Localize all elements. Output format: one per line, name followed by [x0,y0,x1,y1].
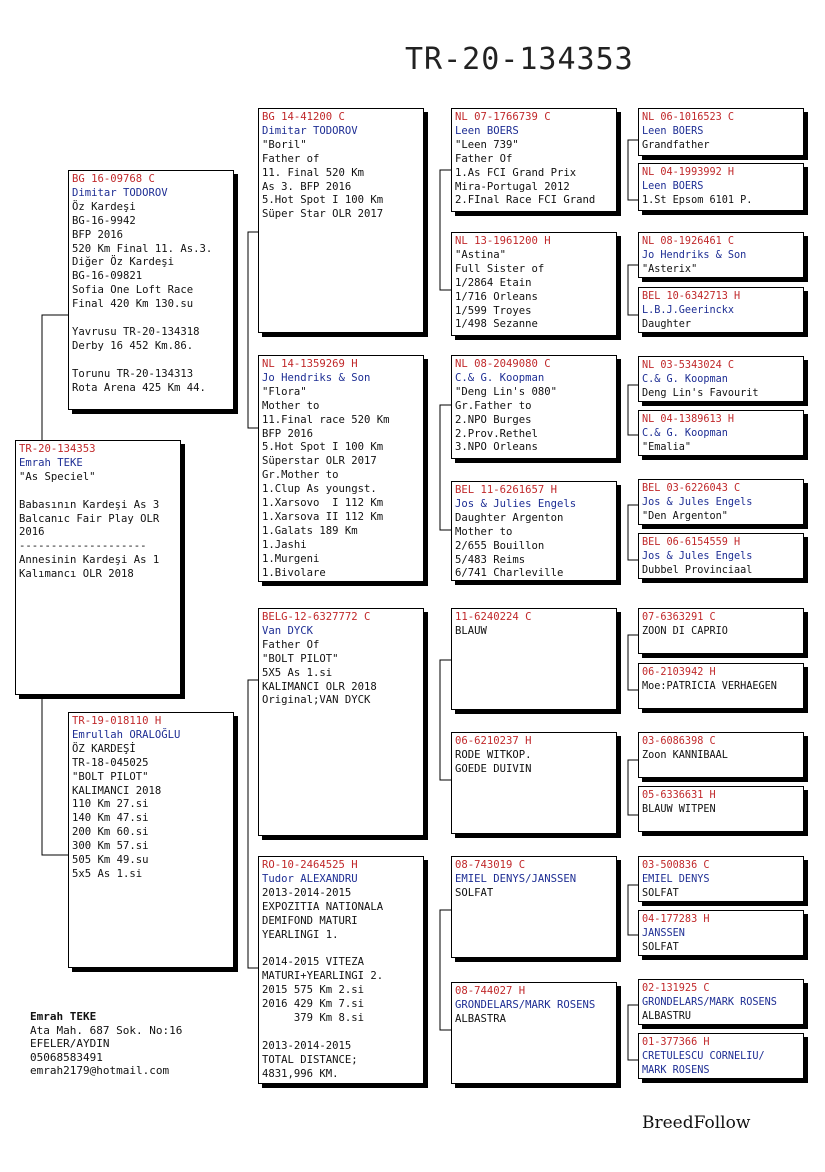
sd-line: Gr.Mother to [262,469,339,482]
ddd-line: 08-744027 H [455,985,526,997]
g9-line: 07-6363291 C [642,612,716,623]
g4-line: BEL 10-6342713 H [642,291,741,302]
gen5-box-5[interactable] [638,356,804,402]
sss-line: Mira-Portugal 2012 [455,180,570,193]
dam-dam-dam-box[interactable] [451,982,617,1084]
subject-line: Balcanıc Fair Play OLR [19,512,160,525]
ds-line: 5X5 As 1.si [262,666,333,679]
gen5-box-10[interactable] [638,663,804,709]
owner-line: EFELER/AYDIN [30,1037,110,1050]
sire-line [72,354,230,368]
g5-line: Deng Lin's Favourit [642,387,759,399]
dam-line: 110 Km 27.si [72,798,149,811]
sss-line: 2.FInal Race FCI Grand [455,194,596,207]
gen5-box-4[interactable] [638,287,804,333]
sd-line: 11.Final race 520 Km [262,413,390,426]
g13-line: SOLFAT [642,887,679,899]
sdd-line: Jos & Julies Engels [455,497,577,510]
g3-line: "Asterix" [642,263,698,275]
sire-line: BG-16-9942 [72,214,136,227]
ssd-line: 1/2864 Etain [455,276,532,289]
ssd-line: 1/498 Sezanne [455,318,538,331]
sdd-line: BEL 11-6261657 H [455,484,558,496]
gen5-box-9[interactable] [638,608,804,654]
gen5-box-15[interactable] [638,979,804,1025]
g13-line: 03-500836 C [642,860,710,871]
sd-line: 1.Galats 189 Km [262,524,358,537]
g14-line: 04-177283 H [642,914,710,925]
ssd-line: "Astina" [455,248,507,261]
sds-line: C.& G. Koopman [455,371,545,384]
sire-line: BG-16-09821 [72,270,143,283]
gen5-box-2[interactable] [638,163,804,211]
ss-line: Süper Star OLR 2017 [262,208,384,221]
subject-line: TR-20-134353 [19,443,96,455]
sire-line: Sofia One Loft Race [72,284,194,297]
subject-line [19,485,177,499]
sire-line: Rota Arena 425 Km 44. [72,381,206,394]
sds-line: 3.NPO Orleans [455,441,538,454]
sd-line: Süperstar OLR 2017 [262,455,377,468]
g6-line: C.& G. Koopman [642,427,728,439]
dds-line: 08-743019 C [455,859,526,871]
dss-line: BLAUW [455,624,487,637]
g7-line: BEL 03-6226043 C [642,483,741,494]
owner-line: Ata Mah. 687 Sok. No:16 [30,1023,183,1037]
ssd-line: 1/599 Troyes [455,304,532,317]
dsd-line: 06-6210237 H [455,735,532,747]
sire-box[interactable] [68,170,234,410]
sd-line: 1.Xarsovo I 112 Km [262,497,384,510]
dam-dam-box[interactable] [258,856,424,1084]
subject-pigeon-box[interactable] [15,440,181,695]
dam-line: TR-19-018110 H [72,715,162,727]
sire-sire-sire-box[interactable] [451,108,617,212]
owner-line: emrah2179@hotmail.com [30,1064,170,1077]
g9-line: ZOON DI CAPRIO [642,625,728,637]
dam-box[interactable] [68,712,234,968]
sdd-line: 2/655 Bouillon [455,539,545,552]
gen5-box-12[interactable] [638,786,804,832]
brand-label: BreedFollow [642,1113,751,1133]
sss-line: Leen BOERS [455,124,519,137]
sire-sire-box[interactable] [258,108,424,333]
dss-line: 11-6240224 C [455,611,532,623]
dd-line: 2013-2014-2015 [262,886,352,899]
dam-line: "BOLT PILOT" [72,770,149,783]
sd-line: NL 14-1359269 H [262,358,358,370]
sss-line: 1.As FCI Grand Prix [455,166,577,179]
g11-line: 03-6086398 C [642,736,716,747]
sd-line: Mother to [262,399,320,412]
gen5-box-1[interactable] [638,108,804,156]
gen5-box-8[interactable] [638,533,804,579]
g6-line: "Emalia" [642,441,692,453]
sdd-line: Daughter Argenton [455,511,564,524]
ss-line: As 3. BFP 2016 [262,180,352,193]
sds-line: NL 08-2049080 C [455,358,551,370]
g13-line: EMIEL DENYS [642,873,710,885]
dd-line: Tudor ALEXANDRU [262,872,358,885]
gen5-box-13[interactable] [638,856,804,902]
sire-line: Final 420 Km 130.su [72,298,194,311]
dd-line: TOTAL DISTANCE; [262,1053,358,1066]
sire-sire-dam-box[interactable] [451,232,617,336]
dds-line: EMIEL DENYS/JANSSEN [455,872,577,885]
g15-line: 02-131925 C [642,983,710,994]
sdd-line: Mother to [455,525,513,538]
gen5-box-3[interactable] [638,232,804,278]
sss-line: NL 07-1766739 C [455,111,551,123]
sire-dam-dam-box[interactable] [451,481,617,581]
dam-line: 200 Km 60.si [72,826,149,839]
dd-line: EXPOZITIA NATIONALA [262,900,384,913]
dam-line: ÖZ KARDEŞİ [72,742,136,755]
g16-line: 01-377366 H [642,1037,710,1048]
ss-line: 5.Hot Spot I 100 Km [262,194,384,207]
subject-line: 2016 [19,526,45,539]
sire-line: Diğer Öz Kardeşi [72,256,175,269]
dam-sire-box[interactable] [258,608,424,836]
ds-line: "BOLT PILOT" [262,652,339,665]
ddd-line: ALBASTRA [455,1012,507,1025]
gen5-box-11[interactable] [638,732,804,778]
dam-sire-sire-box[interactable] [451,608,617,710]
g3-line: Jo Hendriks & Son [642,249,747,261]
ss-line: Dimitar TODOROV [262,124,358,137]
dd-line: 2014-2015 VITEZA [262,956,365,969]
g2-line: NL 04-1993992 H [642,167,735,178]
sire-line: Dimitar TODOROV [72,186,168,199]
dd-line: 379 Km 8.si [262,1011,365,1024]
dd-line: 2016 429 Km 7.si [262,998,365,1011]
dsd-line: GOEDE DUIVIN [455,762,532,775]
subject-line: -------------------- [19,540,147,553]
sire-line: BFP 2016 [72,228,124,241]
sd-line: Jo Hendriks & Son [262,371,371,384]
sire-line: Torunu TR-20-134313 [72,367,194,380]
sds-line: 2.Prov.Rethel [455,427,538,440]
owner-contact-block [30,1010,182,1078]
ds-line: Original;VAN DYCK [262,694,371,707]
g5-line: NL 03-5343024 C [642,360,735,371]
dam-line: 140 Km 47.si [72,812,149,825]
ssd-line: NL 13-1961200 H [455,235,551,247]
g10-line: 06-2103942 H [642,667,716,678]
ssd-line: 1/716 Orleans [455,290,538,303]
sss-line: "Leen 739" [455,138,519,151]
sds-line: 2.NPO Burges [455,413,532,426]
g2-line: Leen BOERS [642,180,704,192]
sdd-line: 5/483 Reims [455,553,526,566]
sd-line: BFP 2016 [262,427,314,440]
gen5-box-6[interactable] [638,410,804,456]
g1-line: Leen BOERS [642,125,704,137]
g7-line: "Den Argenton" [642,510,728,522]
g12-line: BLAUW WITPEN [642,803,716,815]
g2-line: 1.St Epsom 6101 P. [642,194,753,206]
sds-line: "Deng Lin's 080" [455,385,558,398]
g14-line: SOLFAT [642,941,679,953]
ss-line: 11. Final 520 Km [262,166,365,179]
sire-dam-sire-box[interactable] [451,355,617,459]
sire-line: Yavrusu TR-20-134318 [72,325,200,338]
dsd-line: RODE WITKOP. [455,748,532,761]
dd-line: YEARLINGI 1. [262,928,339,941]
dam-line: 300 Km 57.si [72,840,149,853]
dam-line: TR-18-045025 [72,756,149,769]
sd-line: 1.Murgeni [262,552,320,565]
ssd-line: Full Sister of [455,262,545,275]
ss-line: Father of [262,152,320,165]
sd-line: 5.Hot Spot I 100 Km [262,441,384,454]
ss-line: "Boril" [262,138,307,151]
subject-line: Babasının Kardeşi As 3 [19,498,160,511]
pedigree-title: TR-20-134353 [405,42,634,77]
g8-line: Dubbel Provinciaal [642,564,753,576]
g1-line: NL 06-1016523 C [642,112,735,123]
g15-line: GRONDELARS/MARK ROSENS [642,996,777,1008]
gen5-box-16[interactable] [638,1033,804,1079]
sd-line: 1.Xarsova II 112 Km [262,510,384,523]
g4-line: L.B.J.Geerinckx [642,304,735,316]
dam-line: 5x5 As 1.si [72,867,143,880]
g8-line: BEL 06-6154559 H [642,537,741,548]
sds-line: Gr.Father to [455,399,532,412]
g5-line: C.& G. Koopman [642,373,728,385]
g15-line: ALBASTRU [642,1010,692,1022]
g16-line: MARK ROSENS [642,1064,710,1076]
dd-line: MATURI+YEARLINGI 2. [262,970,384,983]
owner-line: Emrah TEKE [30,1010,97,1023]
ddd-line: GRONDELARS/MARK ROSENS [455,998,596,1011]
dd-line: 2013-2014-2015 [262,1039,352,1052]
sire-line: BG 16-09768 C [72,173,155,185]
ds-line: Van DYCK [262,624,314,637]
sdd-line: 6/741 Charleville [455,567,564,580]
sire-dam-box[interactable] [258,355,424,582]
sd-line: "Flora" [262,385,307,398]
g11-line: Zoon KANNIBAAL [642,749,728,761]
dd-line [262,1026,420,1040]
sire-line: Öz Kardeşi [72,200,136,213]
subject-line: Emrah TEKE [19,456,83,469]
dd-line: DEMIFOND MATURI [262,914,358,927]
gen5-box-7[interactable] [638,479,804,525]
subject-line: Annesinin Kardeşi As 1 [19,554,160,567]
g6-line: NL 04-1389613 H [642,414,735,425]
g14-line: JANSSEN [642,927,685,939]
g1-line: Grandfather [642,139,710,151]
dd-line [262,942,420,956]
dd-line: 4831,996 KM. [262,1067,339,1080]
dam-sire-dam-box[interactable] [451,732,617,834]
g12-line: 05-6336631 H [642,790,716,801]
ss-line: BG 14-41200 C [262,111,345,123]
ds-line: Father Of [262,638,320,651]
owner-line: 05068583491 [30,1050,103,1064]
subject-line: Kalımancı OLR 2018 [19,568,134,581]
g16-line: CRETULESCU CORNELIU/ [642,1050,765,1062]
dam-dam-sire-box[interactable] [451,856,617,958]
dam-line: Emrullah ORALOĞLU [72,728,181,741]
sd-line: 1.Clup As youngst. [262,483,377,496]
gen5-box-14[interactable] [638,910,804,956]
dds-line: SOLFAT [455,886,494,899]
sd-line: 1.Bivolare [262,566,326,579]
sire-line: 520 Km Final 11. As.3. [72,242,213,255]
sd-line: 1.Jashi [262,538,307,551]
ds-line: BELG-12-6327772 C [262,611,371,623]
g7-line: Jos & Jules Engels [642,496,753,508]
sss-line: Father Of [455,152,513,165]
sire-line [72,312,230,326]
dd-line: RO-10-2464525 H [262,859,358,871]
g4-line: Daughter [642,318,692,330]
dam-line: 505 Km 49.su [72,854,149,867]
subject-line: "As Speciel" [19,470,96,483]
g10-line: Moe:PATRICIA VERHAEGEN [642,680,777,692]
sire-line: Derby 16 452 Km.86. [72,339,194,352]
dd-line: 2015 575 Km 2.si [262,984,365,997]
g8-line: Jos & Jules Engels [642,550,753,562]
g3-line: NL 08-1926461 C [642,236,735,247]
ds-line: KALIMANCI OLR 2018 [262,680,377,693]
dam-line: KALIMANCI 2018 [72,784,162,797]
